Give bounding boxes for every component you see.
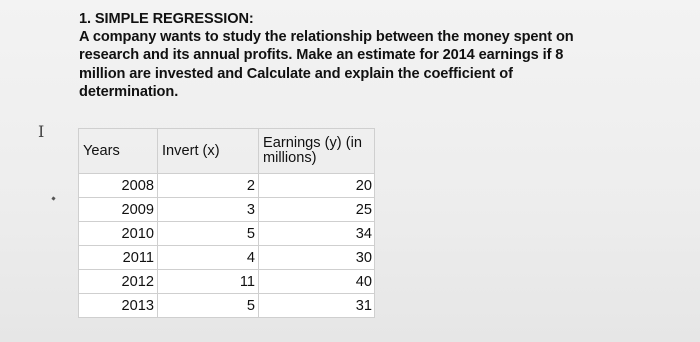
problem-line: million are invested and Calculate and explain the coefficient of [79, 65, 513, 82]
cell-year: 2012 [79, 270, 158, 294]
cell-year: 2008 [79, 174, 158, 198]
cell-invert: 2 [158, 174, 259, 198]
header-invert: Invert (x) [158, 129, 259, 174]
table-row [79, 270, 375, 294]
cell-invert: 5 [158, 222, 259, 246]
cell-earnings: 25 [259, 198, 375, 222]
table-row [79, 294, 375, 318]
table-row [79, 246, 375, 270]
problem-line: research and its annual profits. Make an estimate for 2014 earnings if 8 [79, 47, 564, 64]
cell-year: 2010 [79, 222, 158, 246]
cell-year: 2013 [79, 294, 158, 318]
header-years: Years [79, 129, 158, 174]
problem-line: A company wants to study the relationship between the money spent on [79, 29, 574, 46]
table-row [79, 174, 375, 198]
problem-heading: 1. SIMPLE REGRESSION: [79, 11, 254, 27]
cell-invert: 4 [158, 246, 259, 270]
header-earnings-line1: Earnings (y) (in [263, 135, 362, 151]
cell-earnings: 20 [259, 174, 375, 198]
table-row [79, 198, 375, 222]
cell-earnings: 30 [259, 246, 375, 270]
cell-invert: 3 [158, 198, 259, 222]
header-earnings [259, 129, 375, 174]
cell-year: 2011 [79, 246, 158, 270]
problem-statement [79, 10, 679, 101]
problem-line: determination. [79, 83, 179, 100]
cell-invert: 11 [158, 270, 259, 294]
cell-earnings: 34 [259, 222, 375, 246]
cell-earnings: 40 [259, 270, 375, 294]
stray-mark-icon [51, 196, 55, 200]
header-earnings-line2: millions) [263, 150, 317, 166]
text-cursor-icon: I [38, 122, 45, 141]
cell-year: 2009 [79, 198, 158, 222]
cell-earnings: 31 [259, 294, 375, 318]
table-header-row [79, 129, 375, 174]
data-table [78, 128, 375, 318]
cell-invert: 5 [158, 294, 259, 318]
table-row [79, 222, 375, 246]
